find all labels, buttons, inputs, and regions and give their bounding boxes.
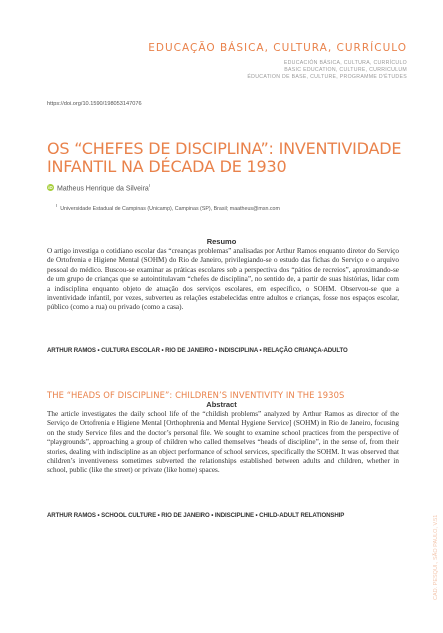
section-alt-titles bbox=[247, 60, 407, 82]
section-title: EDUCAÇÃO BÁSICA, CULTURA, CURRÍCULO bbox=[148, 42, 407, 54]
orcid-icon[interactable]: iD bbox=[48, 185, 53, 191]
section-title-es: EDUCACIÓN BÁSICA, CULTURA, CURRÍCULO bbox=[283, 60, 407, 66]
doi-link[interactable]: https://doi.org/10.1590/198053147076 bbox=[47, 101, 142, 107]
affiliation: $^I$ Universidade Estadual de Campinas (Unicamp), Campinas (SP), Brasil; maatheus@msn.com bbox=[56, 203, 280, 212]
abstract-keywords: ARTHUR RAMOS • SCHOOL CULTURE • RIO DE JANEIRO • INDISCIPLINE • CHILD-ADULT RELATIONSHIP bbox=[47, 512, 345, 519]
abstract-text: The article investigates the daily school life of the “childish problems” analyzed by Arthur Ramos as director of the Serviço de Ortofrenia e Higiene Mental [Orthophrenia and Mental Hygiene Service] (SOHM) in Rio de Janeiro, focusing on the study Service files and the doctor’s personal file. We sought to examine school practices from the perspective of “playgrounds”, approaching a group of children who called themselves “heads of discipline”, in the sense of, from their stories, dealing with indiscipline as an object performance of school services, specifically the SOHM. It was observed that children’s inventiveness sometimes subverted the relationships established between adults and children, whether in school, public (like the street) or private (like home) spaces. bbox=[47, 410, 399, 475]
article-title: OS “CHEFES DE DISCIPLINA”: INVENTIVIDADE INFANTIL NA DÉCADA DE 1930 bbox=[47, 139, 402, 176]
side-journal-text: CAD. PESQUI., SÃO PAULO, V.51 bbox=[433, 514, 439, 600]
resumo-keywords: ARTHUR RAMOS • CULTURA ESCOLAR • RIO DE JANEIRO • INDISCIPLINA • RELAÇÃO CRIANÇA-ADULTO bbox=[47, 347, 348, 354]
resumo-heading: Resumo bbox=[206, 237, 237, 246]
author-row bbox=[47, 183, 150, 192]
section-title-fr: ÉDUCATION DE BASE, CULTURE, PROGRAMME D'ÉTUDES bbox=[247, 74, 407, 81]
abstract-heading: Abstract bbox=[206, 400, 237, 409]
english-title: THE “HEADS OF DISCIPLINE”: CHILDREN’S INVENTIVITY IN THE 1930S bbox=[47, 390, 345, 400]
author-name: Matheus Henrique da Silveira$^I$ bbox=[57, 183, 151, 193]
section-title-en: BASIC EDUCATION, CULTURE, CURRICULUM bbox=[284, 67, 407, 74]
resumo-text: O artigo investiga o cotidiano escolar das “creanças problemas” analisadas por Arthur Ramos enquanto diretor do Serviço de Ortofrenia e Higiene Mental (SOHM) do Rio de Janeiro, privilegiando-se o estudo das fichas do Serviço e o arquivo pessoal do médico. Buscou-se examinar as práticas escolares sob a perspectiva dos “pátios de recreios”, aproximando-se de um grupo de crianças que se autointitulavam “chefes de disciplina”, no sentido de, a partir de suas histórias, lidar com a indisciplina enquanto objeto de atuação dos serviços escolares, em específico, o SOHM. Observou-se que a inventividade infantil, por vezes, subverteu as relações estabelecidas entre adultos e crianças, fosse nos espaços escolar, público (como a rua) ou privado (como a casa). bbox=[47, 247, 399, 312]
